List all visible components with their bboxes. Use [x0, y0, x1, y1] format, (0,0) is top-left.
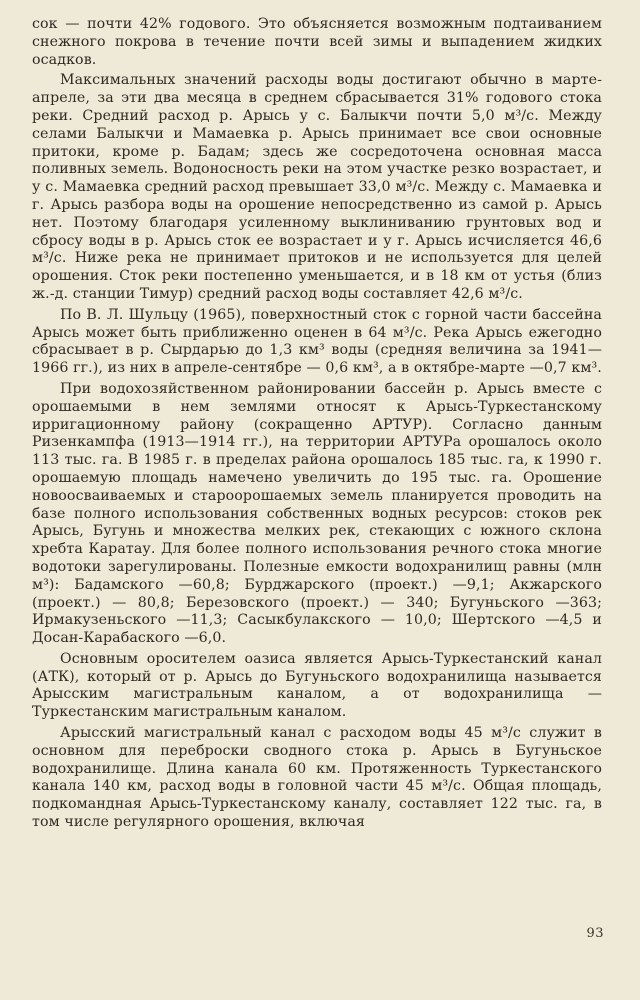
page-number: 93 [586, 926, 604, 941]
page-text [32, 16, 602, 835]
paragraph-shults-estimate: По В. Л. Шульцу (1965), поверхностный сток с горной части бассейна Арысь может быть приближенно оценен в 64 м³/с. Река Арысь ежегодно сбрасывает в р. Сырдарью до 1,3 км³ воды (средняя величина за 1941—1966 гг.), из них в апреле-сентябре — 0,6 км³, а в октябре-марте —0,7 км³. [32, 306, 602, 377]
paragraph-atk-canal: Основным оросителем оазиса является Арысь-Туркестанский канал (АТК), который от р. Арысь до Бугуньского водохранилища называется Арысским магистральным каналом, а от водохранилища — Туркестанским магистральным каналом. [32, 650, 602, 721]
paragraph-artur-district: При водохозяйственном районировании бассейн р. Арысь вместе с орошаемыми в нем землями относят к Арысь-Туркестанскому ирригационному району (сокращенно АРТУР). Согласно данным Ризенкампфа (1913—1914 гг.), на территории АРТУРа орошалось около 113 тыс. га. В 1985 г. в пределах района орошалось 185 тыс. га, к 1990 г. орошаемую площадь намечено увеличить до 195 тыс. га. Орошение новоосваиваемых и староорошаемых земель планируется проводить на базе полного использования собственных водных ресурсов: стоков рек Арысь, Бугунь и множества мелких рек, стекающих с южного склона хребта Каратау. Для более полного использования речного стока многие водотоки зарегулированы. Полезные емкости водохранилищ равны (млн м³): Бадамского —60,8; Бурджарского (проект.) —9,1; Акжарского (проект.) — 80,8; Березовского (проект.) — 340; Бугуньского —363; Ирмакузеньского —11,3; Сасыкбулакского — 10,0; Шертского —4,5 и Досан-Карабаского —6,0. [32, 380, 602, 647]
paragraph-max-discharge: Максимальных значений расходы воды достигают обычно в марте-апреле, за эти два месяца в среднем сбрасывается 31% годового стока реки. Средний расход р. Арысь у с. Балыкчи почти 5,0 м³/с. Между селами Балыкчи и Мамаевка р. Арысь принимает все свои основные притоки, кроме р. Бадам; здесь же сосредоточена основная масса поливных земель. Водоносность реки на этом участке резко возрастает, и у с. Мамаевка средний расход превышает 33,0 м³/с. Между с. Мамаевка и г. Арысь разбора воды на орошение непосредственно из самой р. Арысь нет. Поэтому благодаря усиленному выклиниванию грунтовых вод и сбросу воды в р. Арысь сток ее возрастает и у г. Арысь исчисляется 46,6 м³/с. Ниже река не принимает притоков и не используется для целей орошения. Сток реки постепенно уменьшается, и в 18 км от устья (близ ж.-д. станции Тимур) средний расход воды составляет 42,6 м³/с. [32, 72, 602, 302]
paragraph-arys-main-canal: Арысский магистральный канал с расходом воды 45 м³/с служит в основном для переброски сводного стока р. Арысь в Бугуньское водохранилище. Длина канала 60 км. Протяженность Туркестанского канала 140 км, расход воды в головной части 45 м³/с. Общая площадь, подкомандная Арысь-Туркестанскому каналу, составляет 122 тыс. га, в том числе регулярного орошения, включая [32, 725, 602, 831]
paragraph-continuation: сок — почти 42% годового. Это объясняется возможным подтаиванием снежного покрова в течение почти всей зимы и выпадением жидких осадков. [32, 16, 602, 68]
